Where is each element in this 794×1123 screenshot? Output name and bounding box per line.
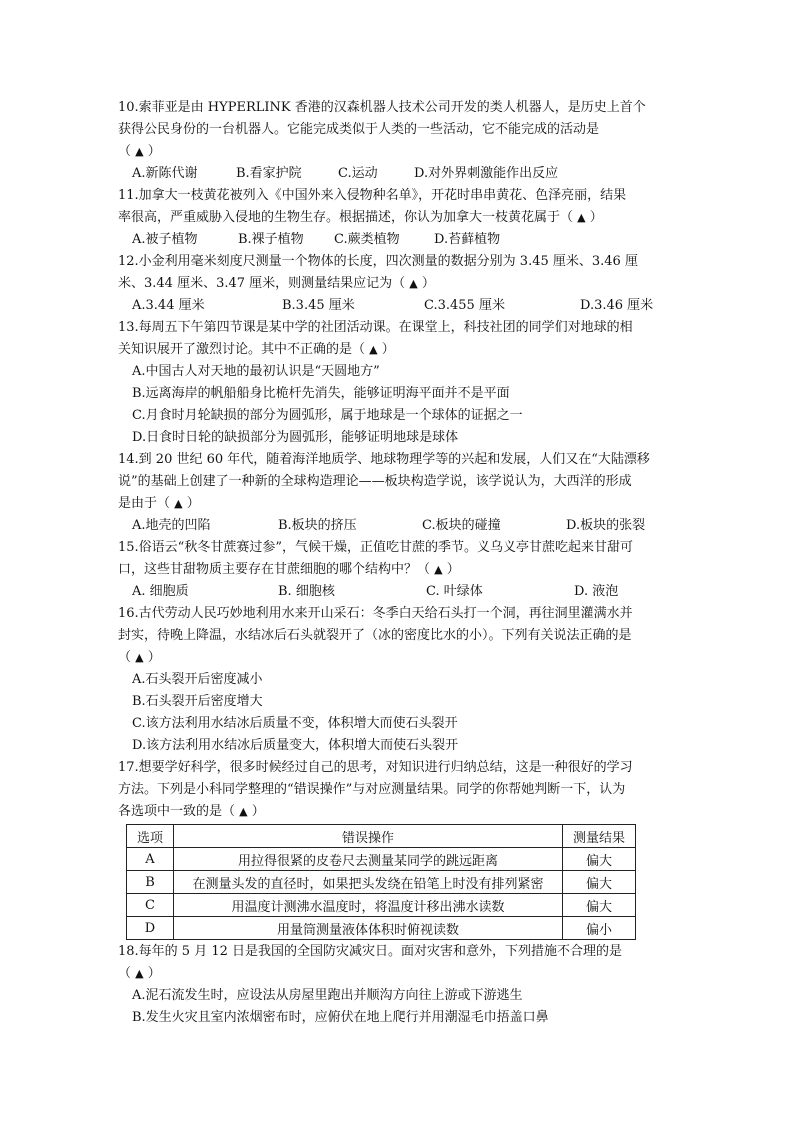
option-b: B.发生火灾且室内浓烟密布时，应俯伏在地上爬行并用潮湿毛巾捂盖口鼻 [132,1010,549,1025]
option-d: D.3.46 厘米 [580,298,654,313]
triangle-icon: ▲ [135,145,144,158]
triangle-icon: ▲ [577,211,586,224]
triangle-icon: ▲ [174,497,183,510]
close-paren: ） [182,496,200,511]
question-15-line-1: 15.俗语云“秋冬甘蔗赛过参”，气候干燥，正值吃甘蔗的季节。义乌义亭甘蔗吃起来甘甜可 [118,540,633,555]
option-a: A.地壳的凹陷 [132,518,211,533]
question-15-options [118,581,678,603]
question-14-line-3 [118,493,678,515]
table-cell: D [127,917,174,940]
table-cell: 偏大 [563,848,636,871]
question-17-line-3 [118,801,678,823]
question-14-line-2: 说”的基础上创建了一种新的全球构造理论——板块构造学说，该学说认为，大西洋的形成 [118,474,632,489]
question-12-line-2 [118,273,678,295]
question-17 [118,757,678,940]
option-a: A.泥石流发生时，应设法从房屋里跑出并顺沟方向往上游或下游逃生 [132,988,523,1003]
question-13-line-2 [118,339,678,361]
option-b: B.看家护院 [236,166,302,181]
exam-page [118,97,678,1029]
close-paren: ） [143,966,161,981]
question-10-options [118,163,678,185]
question-15-stem: 口，这些甘甜物质主要存在甘蔗细胞的哪个结构中？（ [118,562,435,577]
table-cell: 用拉得很紧的皮卷尺去测量某同学的跳远距离 [174,848,563,871]
question-16-answer-line [118,647,678,669]
question-11 [118,185,678,251]
table-header-row [127,825,636,848]
question-10 [118,97,678,185]
error-operation-table [126,824,636,940]
option-d: D.该方法利用水结冰后质量变大，体积增大而使石头裂开 [132,738,459,753]
table-cell: 偏小 [563,917,636,940]
option-d: D.日食时日轮的缺损部分为圆弧形，能够证明地球是球体 [132,430,459,445]
option-b: B. 细胞核 [278,584,335,599]
table-row [127,871,636,894]
option-a: A.新陈代谢 [132,166,198,181]
table-cell: A [127,848,174,871]
close-paren: ） [377,342,395,357]
question-11-line-1: 11.加拿大一枝黄花被列入《中国外来入侵物种名单》，开花时串串黄花、色泽亮丽，结果 [118,188,627,203]
table-cell: B [127,871,174,894]
triangle-icon: ▲ [409,277,418,290]
question-12-stem: 米、3.44 厘米、3.47 厘米，则测量结果应记为（ [118,276,410,291]
question-14-stem: 是由于（ [118,496,175,511]
close-paren: ） [143,650,161,665]
option-b: B.石头裂开后密度增大 [132,694,263,709]
question-11-line-2 [118,207,678,229]
question-14-options [118,515,678,537]
triangle-icon: ▲ [239,805,248,818]
question-17-line-2: 方法。下列是小科同学整理的“错误操作”与对应测量结果。同学的你帮她判断一下，认为 [118,782,626,797]
question-12-line-1: 12.小金利用毫米刻度尺测量一个物体的长度，四次测量的数据分别为 3.45 厘米、3.46 厘 [118,254,638,269]
close-paren: ） [585,210,603,225]
option-a: A.3.44 厘米 [132,298,205,313]
table-row [127,894,636,917]
question-10-answer-line [118,141,678,163]
table-header: 选项 [127,825,174,848]
question-13-stem: 关知识展开了激烈讨论。其中不正确的是（ [118,342,370,357]
option-b: B.3.45 厘米 [282,298,355,313]
close-paren: ） [143,144,161,159]
question-12-options [118,295,678,317]
close-paren: ） [442,562,460,577]
question-18-line-1: 18.每年的 5 月 12 日是我国的全国防灾减灾日。面对灾害和意外，下列措施不合理的是 [118,944,623,959]
table-cell: 用量筒测量液体体积时俯视读数 [174,917,563,940]
option-c: C. 叶绿体 [426,584,483,599]
option-c: C.蕨类植物 [334,232,400,247]
option-d: D.苔藓植物 [434,232,501,247]
open-paren: （ [118,650,136,665]
option-c: C.运动 [338,166,378,181]
table-row [127,848,636,871]
option-c: C.板块的碰撞 [422,518,501,533]
question-18-answer-line [118,963,678,985]
triangle-icon: ▲ [135,967,144,980]
question-13 [118,317,678,449]
option-a: A.石头裂开后密度减小 [132,672,263,687]
option-a: A.被子植物 [132,232,198,247]
question-14-line-1: 14.到 20 世纪 60 年代，随着海洋地质学、地球物理学等的兴起和发展，人们又在“大陆漂移 [118,452,650,467]
open-paren: （ [118,966,136,981]
question-17-line-1: 17.想要学好科学，很多时候经过自己的思考，对知识进行归纳总结，这是一种很好的学习 [118,760,633,775]
option-a: A. 细胞质 [132,584,189,599]
question-12 [118,251,678,317]
question-15 [118,537,678,603]
triangle-icon: ▲ [369,343,378,356]
open-paren: （ [118,144,136,159]
option-b: B.远离海岸的帆船船身比桅杆先消失，能够证明海平面并不是平面 [132,386,510,401]
option-c: C.该方法利用水结冰后质量不变，体积增大而使石头裂开 [132,716,458,731]
option-c: C.月食时月轮缺损的部分为圆弧形，属于地球是一个球体的证据之一 [132,408,523,423]
question-16-line-1: 16.古代劳动人民巧妙地利用水来开山采石：冬季白天给石头打一个洞，再往洞里灌满水并 [118,606,633,621]
table-row [127,917,636,940]
table-cell: 偏大 [563,894,636,917]
option-d: D. 液泡 [574,584,619,599]
question-10-line-2: 获得公民身份的一台机器人。它能完成类似于人类的一些活动，它不能完成的活动是 [118,122,600,137]
option-d: D.对外界刺激能作出反应 [414,166,559,181]
option-d: D.板块的张裂 [566,518,646,533]
question-17-stem: 各选项中一致的是（ [118,804,240,819]
option-a: A.中国古人对天地的最初认识是“天圆地方” [132,364,380,379]
question-13-line-1: 13.每周五下午第四节课是某中学的社团活动课。在课堂上，科技社团的同学们对地球的相 [118,320,633,335]
question-10-line-1: 10.索菲亚是由 HYPERLINK 香港的汉森机器人技术公司开发的类人机器人，是历史上首个 [118,100,646,115]
table-header: 错误操作 [174,825,563,848]
close-paren: ） [247,804,265,819]
option-b: B.板块的挤压 [278,518,357,533]
question-16 [118,603,678,757]
option-b: B.裸子植物 [238,232,304,247]
question-14 [118,449,678,537]
table-cell: C [127,894,174,917]
table-cell: 用温度计测沸水温度时，将温度计移出沸水读数 [174,894,563,917]
table-cell: 在测量头发的直径时，如果把头发绕在铅笔上时没有排列紧密 [174,871,563,894]
option-c: C.3.455 厘米 [424,298,505,313]
question-11-stem: 率很高，严重威胁入侵地的生物生存。根据描述，你认为加拿大一枝黄花属于（ [118,210,578,225]
table-header: 测量结果 [563,825,636,848]
table-cell: 偏大 [563,871,636,894]
triangle-icon: ▲ [434,563,443,576]
question-16-line-2: 封实，待晚上降温，水结冰后石头就裂开了（冰的密度比水的小）。下列有关说法正确的是 [118,628,632,643]
close-paren: ） [417,276,435,291]
question-11-options [118,229,678,251]
question-18 [118,941,678,1029]
question-15-line-2 [118,559,678,581]
triangle-icon: ▲ [135,651,144,664]
